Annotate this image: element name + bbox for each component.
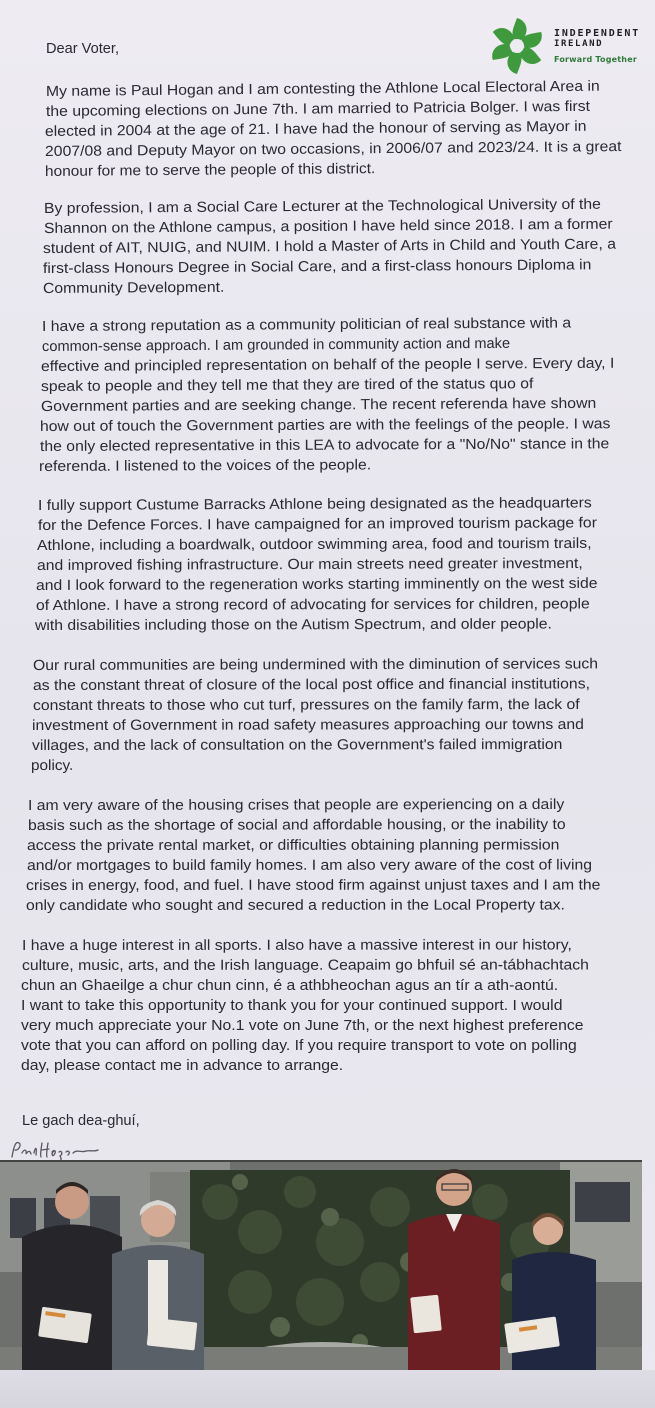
letter-line: I have a huge interest in all sports. I also have a massive interest in our history,: [21, 937, 572, 954]
group-photo-icon: [0, 1162, 642, 1372]
letter-closing: Le gach dea-ghuí,: [22, 1113, 140, 1129]
letter-line: effective and principled representation on behalf of the people I serve. Every day, I: [40, 355, 615, 375]
letter-line: chun an Ghaeilge a chur chun cinn, é a athbheochan agus an tír a ath-aontú.: [21, 978, 559, 994]
letter-line: honour for me to serve the people of this district.: [44, 161, 376, 180]
letter-line: of Athlone. I have a strong record of advocating for services for children, people: [35, 596, 590, 614]
brand-name-line1: INDEPENDENT: [554, 28, 641, 39]
letter-line: and/or mortgages to build family homes. I am also very aware of the cost of living: [26, 857, 593, 874]
letter-line: constant threats to those who cut turf, pressures on the family farm, the lack of: [32, 696, 580, 714]
letter-line: student of AIT, NUIG, and NUIM. I hold a Master of Arts in Child and Youth Care, a: [42, 236, 617, 257]
letter-line: I fully support Custume Barracks Athlone being designated as the headquarters: [37, 495, 592, 514]
letter-line: only candidate who sought and secured a reduction in the Local Property tax.: [25, 897, 565, 914]
green-swirl-emblem-icon: [484, 14, 550, 78]
letter-line: Community Development.: [42, 279, 225, 297]
letter-line: and I look forward to the regeneration works starting imminently on the west side: [35, 575, 598, 594]
letter-line: and improved fishing infrastructure. Our main streets need greater investment,: [36, 555, 583, 574]
letter-line: policy.: [30, 757, 74, 774]
letter-line: the only elected representative in this LEA to advocate for a "No/No" stance in the: [39, 436, 610, 455]
brand-tagline: Forward Together: [554, 55, 637, 64]
letter-line: 2007/08 and Deputy Mayor on two occasions, in 2006/07 and 2023/24. It is a great: [44, 139, 622, 160]
page-bottom-margin: [0, 1370, 655, 1408]
letter-line: Athlone, including a boardwalk, outdoor swimming area, food and tourism trails,: [36, 535, 592, 554]
letter-line: Our rural communities are being undermined with the diminution of services such: [32, 656, 599, 674]
letter-line: as the constant threat of closure of the local post office and financial institutions,: [32, 676, 590, 694]
letter-line: for the Defence Forces. I have campaigned for an improved tourism package for: [37, 515, 597, 534]
letter-line: how out of touch the Government parties are with the feelings of the people. I was: [39, 416, 611, 435]
letter-line: culture, music, arts, and the Irish language. Ceapaim go bhfuil sé an-tábhachtach: [21, 957, 589, 974]
letter-line: By profession, I am a Social Care Lecturer at the Technological University of the: [43, 196, 601, 217]
letter-line: first-class Honours Degree in Social Care, and a first-class honours Diploma in: [42, 257, 592, 277]
letter-line: I am very aware of the housing crises that people are experiencing on a daily: [27, 796, 565, 814]
campaign-group-photo: [0, 1160, 642, 1372]
letter-line: day, please contact me in advance to arrange.: [21, 1058, 344, 1074]
letter-line: common-sense approach. I am grounded in community action and make: [41, 335, 511, 355]
letter-greeting: Dear Voter,: [46, 41, 120, 57]
letter-line: Government parties and are seeking change. The recent referenda have shown: [40, 395, 597, 415]
letter-line: vote that you can afford on polling day. If you require transport to vote on polling: [21, 1038, 577, 1054]
brand-name-line2: IRELAND: [554, 39, 604, 49]
letter-line: basis such as the shortage of social and affordable housing, or the inability to: [27, 816, 566, 834]
letter-line: access the private rental market, or difficulties obtaining planning permission: [26, 837, 560, 854]
letter-line: Shannon on the Athlone campus, a position I have held since 2018. I am a former: [43, 216, 613, 237]
letter-line: investment of Government in road safety measures approaching our towns and: [31, 716, 584, 734]
letter-line: I want to take this opportunity to thank you for your continued support. I would: [21, 998, 563, 1014]
party-logo: [484, 14, 654, 78]
letter-line: referenda. I listened to the voices of the people.: [38, 457, 372, 475]
letter-line: elected in 2004 at the age of 21. I have had the honour of serving as Mayor in: [44, 118, 587, 140]
letter-line: villages, and the lack of consultation on the Government's failed immigration: [31, 736, 563, 754]
letter-line: the upcoming elections on June 7th. I am married to Patricia Bolger. I was first: [45, 98, 591, 120]
letter-line: My name is Paul Hogan and I am contesting the Athlone Local Electoral Area in: [45, 78, 600, 100]
letter-line: with disabilities including those on the Autism Spectrum, and older people.: [34, 616, 552, 634]
letter-line: very much appreciate your No.1 vote on June 7th, or the next highest preference: [21, 1018, 584, 1034]
letter-line: I have a strong reputation as a community politician of real substance with a: [41, 315, 572, 335]
letter-line: speak to people and they tell me that they are tired of the status quo of: [40, 376, 534, 395]
letter-line: crises in energy, food, and fuel. I have stood firm against unjust taxes and I am the: [25, 877, 601, 894]
